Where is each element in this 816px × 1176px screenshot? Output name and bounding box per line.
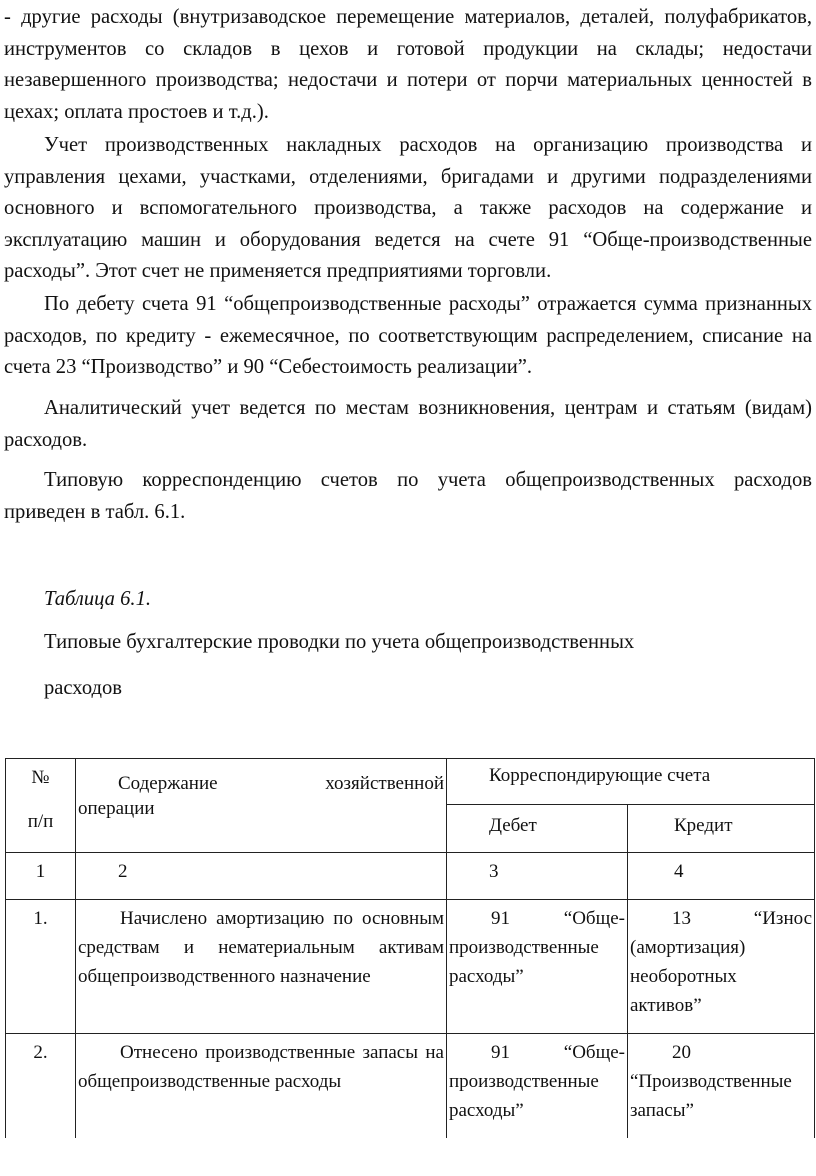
row-content: Начислено амортизацию по основным средствам и нематериальным активам общепроизводственного назначение — [76, 900, 447, 1034]
header-content-cell — [76, 759, 447, 853]
row-debit: 91 “Обще-производственные расходы” — [447, 900, 628, 1034]
col-number-4: 4 — [628, 853, 815, 900]
header-content-word3: операции — [78, 798, 155, 819]
table-row — [6, 1034, 815, 1138]
header-credit: Кредит — [628, 805, 815, 853]
header-number-sign: № — [31, 767, 50, 788]
header-number-pp: п/п — [27, 811, 54, 832]
paragraph-debit-credit: По дебету счета 91 “общепроизводственные расходы” отражается сумма признанных расходов, по кредиту - ежемесячное, по соответствующим распределением, списание на счета 23 “Производство” и 90 “Себестоимость реализации”. — [4, 293, 812, 378]
row-credit: 13 “Износ (амортизация) необоротных активов” — [628, 900, 815, 1034]
row-number: 1. — [6, 900, 76, 1034]
header-content-word2: хозяйственной — [325, 773, 444, 794]
header-content-line — [78, 759, 444, 798]
table-row — [6, 900, 815, 1034]
col-number-1: 1 — [6, 853, 76, 900]
row-number: 2. — [6, 1034, 76, 1138]
row-debit: 91 “Обще-производственные расходы” — [447, 1034, 628, 1138]
postings-table — [5, 758, 815, 1138]
header-number-cell — [6, 759, 76, 853]
paragraph-other-expenses: - другие расходы (внутризаводское перемещение материалов, деталей, полуфабрикатов, инструментов со складов в цехов и готовой продукции на склады; недостачи незавершенного производства; недостачи и потери от порчи материальных ценностей в цехах; оплата простоев и т.д.). — [4, 6, 812, 123]
table-title-line1: Типовые бухгалтерские проводки по учета общепроизводственных — [44, 631, 635, 653]
col-number-3: 3 — [447, 853, 628, 900]
table-title-line2: расходов — [44, 677, 123, 699]
table-label: Таблица 6.1. — [44, 588, 152, 610]
paragraph-analytic: Аналитический учет ведется по местам возникновения, центрам и статьям (видам) расходов. — [4, 397, 812, 451]
header-corr-accounts: Корреспондирующие счета — [447, 759, 815, 805]
paragraph-correspondence: Типовую корреспонденцию счетов по учета общепроизводственных расходов приведен в табл. 6.1. — [4, 469, 812, 523]
column-number-row — [6, 853, 815, 900]
header-content-word1: Содержание — [118, 773, 218, 794]
table-header-row — [6, 759, 815, 805]
paragraph-overhead-account: Учет производственных накладных расходов на организацию производства и управления цехами, участками, отделениями, бригадами и другими подразделениями основного и вспомогательного производства, а также расходов на содержание и эксплуатацию машин и оборудования ведется на счете 91 “Обще-производственные расходы”. Этот счет не применяется предприятиями торговли. — [4, 134, 812, 282]
header-debit: Дебет — [447, 805, 628, 853]
row-content: Отнесено производственные запасы на общепроизводственные расходы — [76, 1034, 447, 1138]
row-credit: 20 “Производственные запасы” — [628, 1034, 815, 1138]
col-number-2: 2 — [76, 853, 447, 900]
